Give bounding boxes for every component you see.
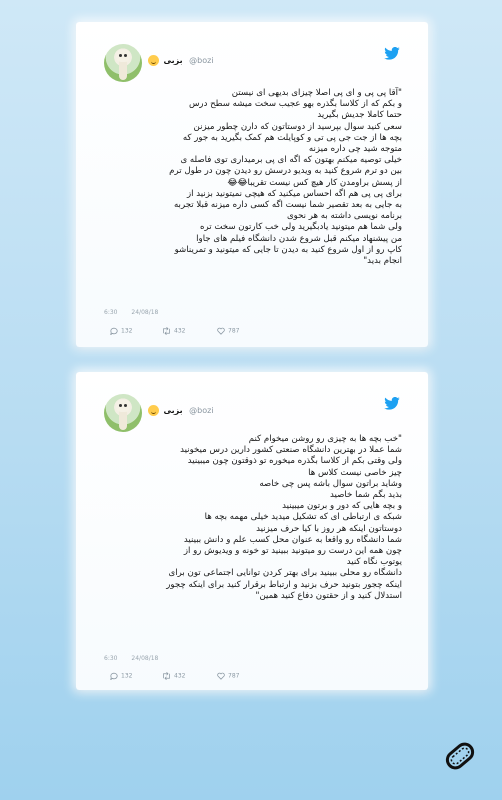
tweet-line: از پسش براومدن کار هیچ کس نیست تقریبا😂😂 — [227, 177, 402, 188]
like-button[interactable] — [217, 672, 239, 680]
retweet-icon — [162, 327, 171, 335]
retweet-button[interactable] — [162, 672, 185, 680]
reply-button[interactable] — [110, 327, 132, 335]
tweet-line: ولی وقتی بکم از کلاسا بگذره میخوره تو ذوقتون چون میبینید — [187, 456, 402, 467]
tweet-text — [104, 434, 402, 602]
tweet-line: چون همه این درست رو میتونید ببینید تو خونه و ویدیوش رو از — [183, 546, 402, 557]
retweet-count: 432 — [174, 672, 186, 680]
tweet-time: 6:30 — [104, 309, 118, 316]
tweet-line: برای پی پی هم اگه احساس میکنید که هیچی نمیتونید بزنید از — [186, 188, 402, 199]
retweet-count: 432 — [174, 327, 186, 335]
reply-count: 132 — [121, 672, 133, 680]
avatar[interactable] — [104, 44, 142, 82]
like-button[interactable] — [217, 327, 239, 335]
user-info — [148, 55, 214, 66]
tweet-date: 24/08/18 — [131, 655, 159, 662]
reply-count: 132 — [121, 327, 133, 335]
tweet-line: سعی کنید سوال بپرسید از دوستاتون که دارن چطور میزنن — [193, 121, 402, 132]
tweet-card — [76, 372, 428, 690]
tweet-line: وشاید براتون سوال باشه پس چی خاصه — [259, 478, 402, 489]
tweet-text — [104, 88, 402, 267]
tweet-time: 6:30 — [104, 655, 118, 662]
tweet-date: 24/08/18 — [131, 309, 159, 316]
like-count: 787 — [228, 672, 240, 680]
tweet-line: کاپ رو از اول شروع کنید به دیدن تا جایی که میتونید و تمریناشو — [174, 244, 402, 255]
tweet-line: بچه ها از جت جی پی تی و کوپایلت هم کمک بگیرید به جور که — [182, 132, 402, 143]
tweet-line: متوجه شید چی داره میزنه — [308, 144, 402, 155]
reply-button[interactable] — [110, 672, 132, 680]
tweet-line: "آقا پی پی و ای پی اصلا چیزای بدیهی ای نیستن — [231, 88, 402, 98]
tweet-line: و بچه هایی که دور و برتون میبینید — [282, 501, 402, 512]
twitter-bird-icon — [384, 397, 400, 410]
tweet-line: من پیشنهاد میکنم قبل شروع شدن دانشگاه فیلم های جاوا — [196, 233, 402, 244]
heart-icon — [217, 672, 225, 680]
twitter-bird-icon — [384, 47, 400, 60]
tweet-line: برنامه نویسی داشته به هر نحوی — [286, 211, 402, 222]
tweet-line: "خب بچه ها به چیزی رو روشن میخوام کنم — [248, 434, 402, 444]
tweet-line: شما عملا در بهترین دانشگاه صنعتی کشور دارین درس میخونید — [180, 445, 402, 456]
tweet-line: شما دانشگاه رو واقعا به عنوان محل کسب علم و دانش ببینید — [183, 534, 402, 545]
tweet-line: بذید بگم شما خاصید — [330, 490, 402, 501]
avatar[interactable] — [104, 394, 142, 432]
user-name[interactable]: بزبی — [163, 56, 183, 65]
user-handle[interactable]: @bozi — [189, 406, 214, 415]
tweet-line: انجام بدید" — [363, 256, 402, 267]
retweet-icon — [162, 672, 171, 680]
tweet-timestamp — [104, 655, 170, 662]
tweet-line: یوتوب نگاه کنید — [346, 557, 402, 568]
user-name[interactable]: بزبی — [163, 406, 183, 415]
reply-icon — [110, 672, 118, 680]
tweet-header — [104, 44, 400, 84]
tweet-line: دوستاتون اینکه هر روز با کیا حرف میزنید — [256, 523, 402, 534]
tweet-line: و بکم که از کلاسا بگذره بهو عجیب سخت میشه سطح درس — [188, 99, 402, 110]
tweet-line: شبکه ی ارتباطی ای که تشکیل میدید خیلی مهمه بچه ها — [204, 512, 402, 523]
tweet-line: بین دو ترم شروع کنید به ویدیو درسش رو دیدن چون در طول ترم — [169, 166, 402, 177]
tweet-line: استدلال کنید و از حقتون دفاع کنید همین" — [255, 590, 402, 601]
tweet-timestamp — [104, 309, 170, 316]
retweet-button[interactable] — [162, 327, 185, 335]
reply-icon — [110, 327, 118, 335]
tweet-line: چیز خاصی نیست کلاس ها — [308, 467, 402, 478]
tweet-card — [76, 22, 428, 347]
tweet-line: حتما کاملا جدیش بگیرید — [317, 110, 402, 121]
heart-icon — [217, 327, 225, 335]
channel-logo-icon — [440, 736, 480, 776]
like-count: 787 — [228, 327, 240, 335]
tweet-line: اینکه چجور بتونید حرف بزنید و ارتباط برقرار کنید برای اینکه چجور — [166, 579, 402, 590]
smiling-face-emoji-icon — [148, 55, 159, 66]
smiling-face-emoji-icon — [148, 405, 159, 416]
tweet-line: خیلی توصیه میکنم بهتون که اگه ای پی برمیداری توی فاصله ی — [180, 155, 402, 166]
user-info — [148, 405, 214, 416]
tweet-line: دانشگاه رو محلی ببینید برای بهتر کردن توانایی اجتماعی تون برای — [168, 568, 402, 579]
tweet-line: ولی شما هم میتونید یادبگیرید ولی خب کارتون سخت تره — [200, 222, 402, 233]
tweet-header — [104, 394, 400, 434]
user-handle[interactable]: @bozi — [189, 56, 214, 65]
tweet-line: به جایی به بعد تقصیر شما نیست اگه کسی داره میزنه قبلا تجربه — [173, 200, 402, 211]
